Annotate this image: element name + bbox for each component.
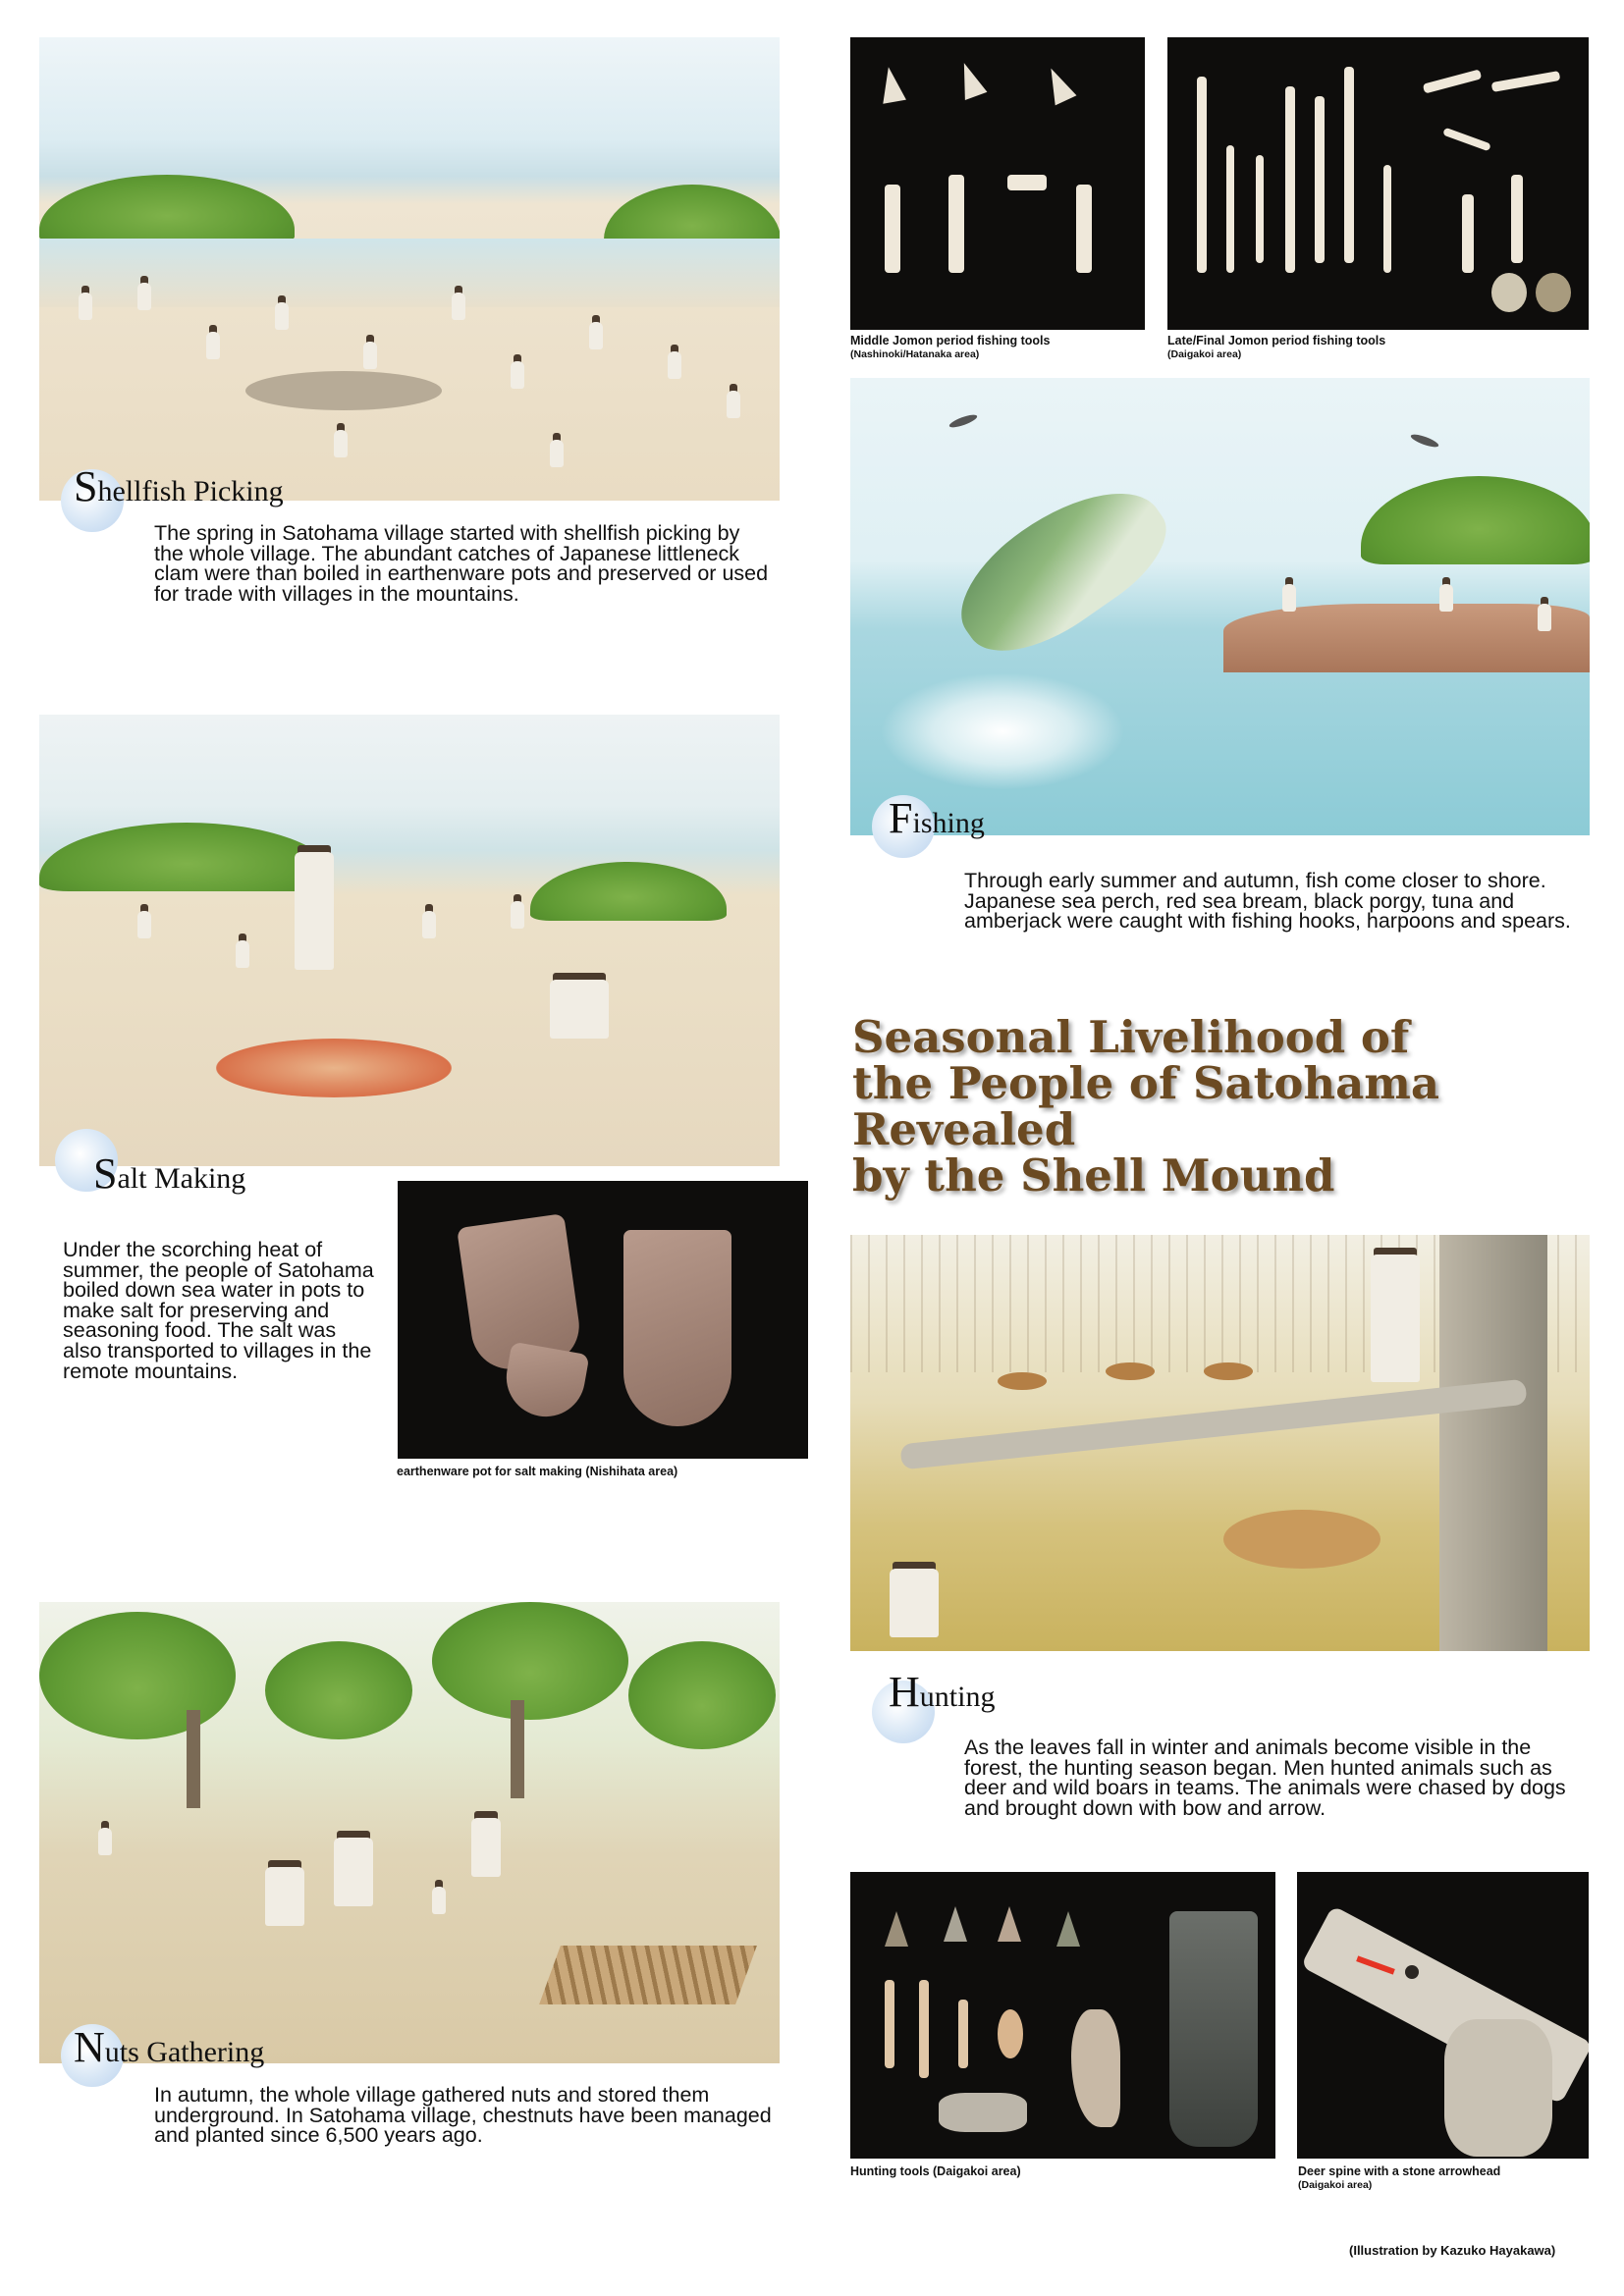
- shellfish-heading-initial: S: [74, 462, 98, 510]
- illustration-credit: (Illustration by Kazuko Hayakawa): [1349, 2243, 1556, 2258]
- hunting-text: As the leaves fall in winter and animals become visible in the forest, the hunting season began. Men hunted animals such as deer and wild boars in teams. The animals were chased by dogs and brought down with bow and arrow.: [964, 1735, 1566, 1820]
- salt-pot-caption: earthenware pot for salt making (Nishihata area): [397, 1465, 678, 1478]
- fishing-heading-rest: ishing: [912, 807, 985, 839]
- fishing-text: Through early summer and autumn, fish come closer to shore. Japanese sea perch, red sea bream, black porgy, tuna and amberjack were caught with fishing hooks, harpoons and spears.: [964, 869, 1571, 933]
- deer-spine-caption: [1298, 2164, 1500, 2192]
- late-jomon-tools-photo: [1167, 37, 1589, 330]
- page-title-line2: the People of Satohama Revealed: [852, 1057, 1440, 1155]
- hunting-heading: [889, 1667, 995, 1717]
- deer-spine-caption-line2: (Daigakoi area): [1298, 2179, 1373, 2191]
- hunting-illustration: [850, 1235, 1590, 1651]
- leaping-fish-drawing: [938, 460, 1184, 678]
- page-title: [852, 1011, 1598, 1201]
- salt-heading-initial: S: [93, 1149, 118, 1198]
- hunting-heading-initial: H: [889, 1668, 920, 1716]
- late-jomon-caption-line1: Late/Final Jomon period fishing tools: [1167, 334, 1386, 347]
- hunting-tools-caption: Hunting tools (Daigakoi area): [850, 2164, 1021, 2178]
- nuts-gathering-illustration: [39, 1602, 780, 2063]
- middle-jomon-caption: [850, 334, 1050, 361]
- deer-spine-caption-line1: Deer spine with a stone arrowhead: [1298, 2164, 1501, 2178]
- deer-spine-photo: [1297, 1872, 1589, 2159]
- middle-jomon-tools-photo: [850, 37, 1145, 330]
- nuts-text: In autumn, the whole village gathered nuts and stored them underground. In Satohama village, chestnuts have been managed and planted since 6,500 years ago.: [154, 2083, 772, 2147]
- middle-jomon-caption-line1: Middle Jomon period fishing tools: [850, 334, 1051, 347]
- shellfish-heading-rest: hellfish Picking: [97, 475, 284, 507]
- salt-heading-rest: alt Making: [117, 1162, 246, 1195]
- fishing-heading-initial: F: [889, 794, 913, 842]
- shellfish-heading: [74, 461, 284, 511]
- fishing-heading: [889, 793, 985, 843]
- shellfish-text: The spring in Satohama village started with shellfish picking by the whole village. The abundant catches of Japanese littleneck clam were than boiled in earthenware pots and preserved or used for trade with villages in the mountains.: [154, 521, 769, 606]
- hunting-tools-photo: [850, 1872, 1275, 2159]
- salt-making-illustration: [39, 715, 780, 1166]
- fishing-illustration: [850, 378, 1590, 835]
- shellfish-picking-illustration: [39, 37, 780, 501]
- page-title-line3: by the Shell Mound: [852, 1149, 1335, 1201]
- nuts-heading: [74, 2022, 264, 2072]
- middle-jomon-caption-line2: (Nashinoki/Hatanaka area): [850, 348, 980, 360]
- page-title-line1: Seasonal Livelihood of: [852, 1011, 1410, 1063]
- late-jomon-caption-line2: (Daigakoi area): [1167, 348, 1242, 360]
- hunting-heading-rest: unting: [919, 1681, 996, 1713]
- nuts-heading-initial: N: [74, 2023, 105, 2071]
- salt-pot-photo: [398, 1181, 808, 1459]
- salt-heading: [93, 1148, 245, 1199]
- late-jomon-caption: [1167, 334, 1385, 361]
- salt-text: Under the scorching heat of summer, the people of Satohama boiled down sea water in pots to make salt for preserving and seasoning food. The salt was also transported to villages in the remote mountains.: [63, 1238, 374, 1383]
- nuts-heading-rest: uts Gathering: [104, 2036, 265, 2068]
